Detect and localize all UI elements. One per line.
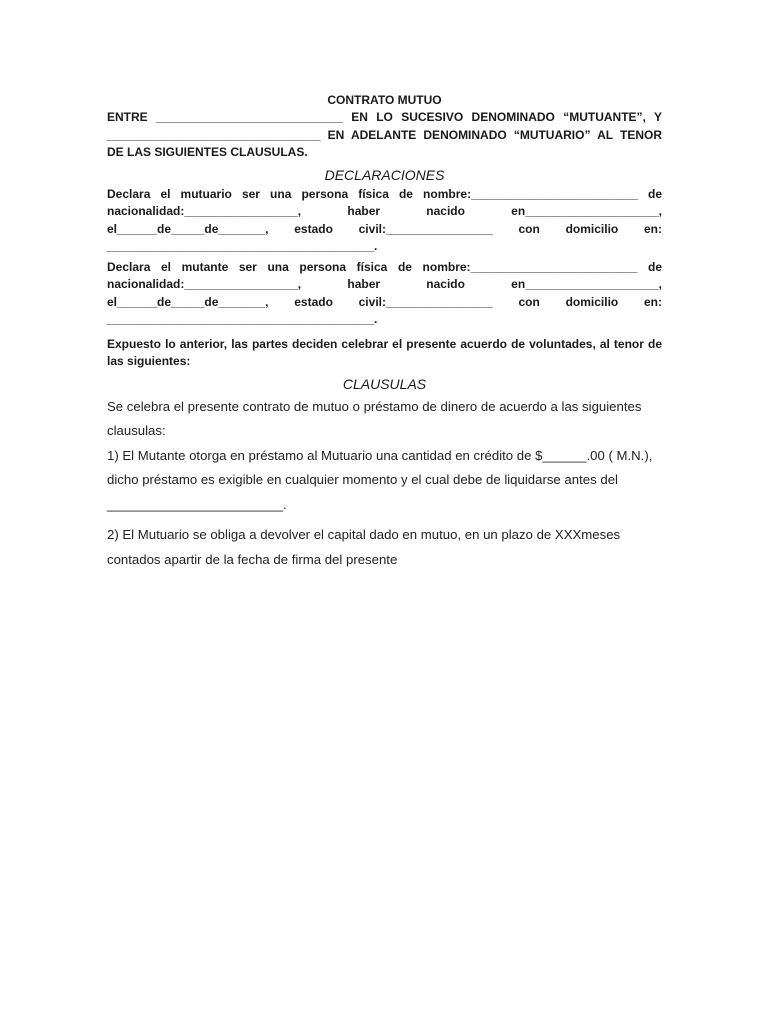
mutuario-line-4: ________________________________________. xyxy=(107,239,378,253)
mutuario-line-1: Declara el mutuario ser una persona física de nombre:_________________________ de xyxy=(107,186,662,201)
mutante-declaration xyxy=(107,259,662,329)
mutante-line-3: el______de_____de_______, estado civil:________________ con domicilio en: xyxy=(107,294,662,309)
intro-paragraph xyxy=(107,109,662,162)
expuesto-paragraph: Expuesto lo anterior, las partes deciden celebrar el presente acuerdo de voluntades, al tenor de las siguientes: xyxy=(107,336,662,368)
intro-line-1: ENTRE ____________________________ EN LO SUCESIVO DENOMINADO “MUTUANTE”, Y xyxy=(107,110,662,124)
intro-line-2: ________________________________ EN ADELANTE DENOMINADO “MUTUARIO” AL TENOR xyxy=(107,127,662,142)
clause-2: 2) El Mutuario se obliga a devolver el capital dado en mutuo, en un plazo de XXXmeses contados apartir de la fecha de firma del presente xyxy=(107,527,621,567)
mutuario-declaration xyxy=(107,186,662,256)
mutuario-line-2: nacionalidad:_________________, haber nacido en____________________, xyxy=(107,204,662,218)
document-title: CONTRATO MUTUO xyxy=(327,93,442,107)
intro-line-3: DE LAS SIGUIENTES CLAUSULAS. xyxy=(107,145,308,159)
contract-document xyxy=(107,92,662,572)
declaraciones-heading: DECLARACIONES xyxy=(324,166,445,183)
clausulas-intro: Se celebra el presente contrato de mutuo o préstamo de dinero de acuerdo a las siguientes clausulas: xyxy=(107,398,642,438)
mutuario-line-3: el______de_____de_______, estado civil:________________ con domicilio en: xyxy=(107,221,662,236)
mutante-line-1: Declara el mutante ser una persona física de nombre:_________________________ de xyxy=(107,259,662,274)
clausulas-heading: CLAUSULAS xyxy=(342,375,427,392)
clause-1: 1) El Mutante otorga en préstamo al Mutuario una cantidad en crédito de $______.00 ( M.N.), dicho préstamo es exigible en cualquier momento y el cual debe de liquidarse antes del ________________________. xyxy=(107,447,653,512)
mutante-line-4: ________________________________________. xyxy=(107,312,378,326)
mutante-line-2: nacionalidad:_________________, haber nacido en____________________, xyxy=(107,277,662,291)
